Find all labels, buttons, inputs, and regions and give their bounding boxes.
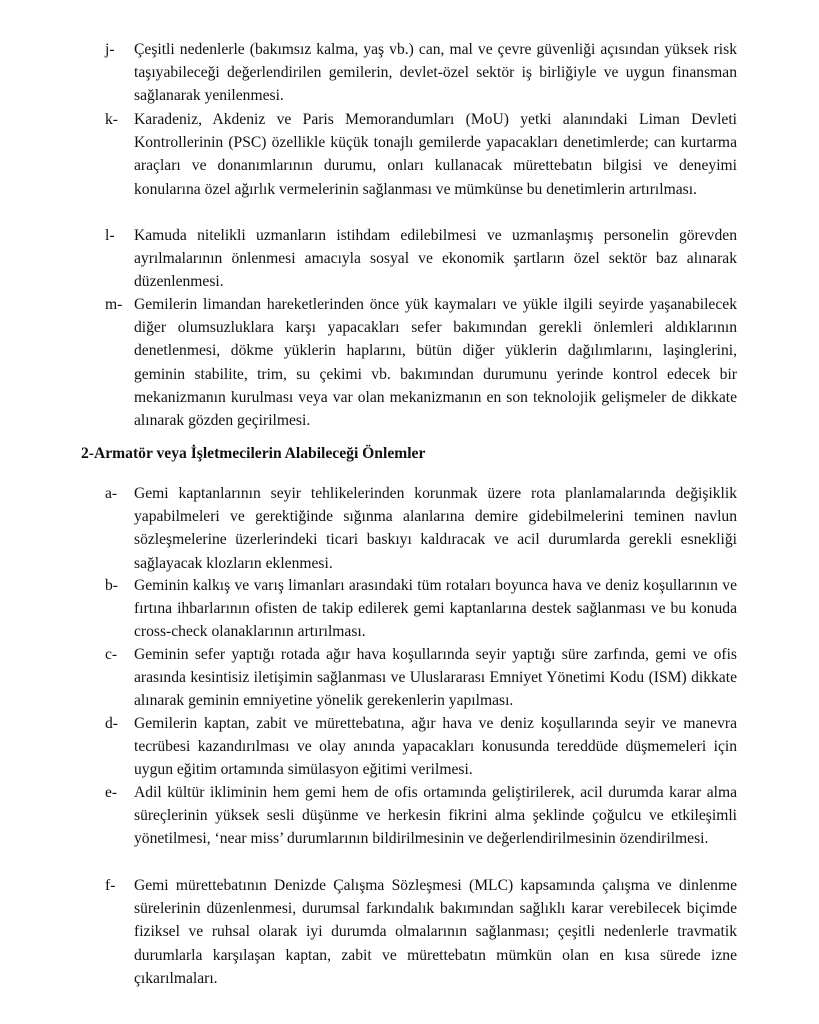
list-item-text: Adil kültür ikliminin hem gemi hem de ofis ortamında geliştirilerek, acil durumda karar alma süreçlerinin yüksek sesli düşünme ve herkesin fikrini alma şeklinde çoğulcu ve etkileşimli yönetilmesi, ‘near miss’ durumlarının bildirilmesinin ve değerlendirilmesinin özendirilmesi. bbox=[134, 784, 737, 848]
list-marker: a- bbox=[105, 485, 118, 502]
list-marker: c- bbox=[105, 646, 118, 663]
list-item-l bbox=[105, 224, 737, 294]
list-marker: b- bbox=[105, 577, 118, 594]
list-marker: m- bbox=[105, 296, 123, 313]
list-marker: j- bbox=[105, 41, 115, 58]
list-marker: f- bbox=[105, 877, 116, 894]
list-item-f bbox=[105, 874, 737, 990]
list-item-text: Gemi mürettebatının Denizde Çalışma Sözleşmesi (MLC) kapsamında çalışma ve dinlenme sürelerinin düzenlenmesi, durumsal farkındalık bakımından sağlıklı karar verebilecek biçimde fiziksel ve ruhsal olarak iyi durumda olmalarının sağlanması; çeşitli nedenlerle travmatik durumlarla karşılaşan kaptan, zabit ve mürettebatın mümkün olan en kısa sürede izne çıkarılmaları. bbox=[134, 877, 737, 987]
list-marker: d- bbox=[105, 715, 118, 732]
list-item-text: Gemi kaptanlarının seyir tehlikelerinden korunmak üzere rota planlamalarında değişiklik yapabilmeleri ve gerektiğinde sığınma alanlarına demire gidebilmelerini teminen navlun sözleşmelerine üzerlerindeki ticari baskıyı kaldıracak ve acil durumlarda gerekli esnekliği sağlayacak klozların eklenmesi. bbox=[134, 485, 737, 572]
list-item-a bbox=[105, 482, 737, 575]
list-item-c bbox=[105, 643, 737, 713]
list-item-text: Gemilerin kaptan, zabit ve mürettebatına, ağır hava ve deniz koşullarında seyir ve manevra tecrübesi kazandırılması ve olay anında yapacakları konusunda tereddüde düşmemeleri için uygun eğitim ortamında simülasyon eğitimi verilmesi. bbox=[134, 715, 737, 779]
list-item-text: Karadeniz, Akdeniz ve Paris Memorandumları (MoU) yetki alanındaki Liman Devleti Kontrollerinin (PSC) özellikle küçük tonajlı gemilerde yapacakları denetimlerde; can kurtarma araçları ve donanımlarının durumu, onları kullanacak mürettebatın bilgisi ve deneyimi konularına özel ağırlık vermelerinin sağlanması ve mümkünse bu denetimlerin artırılması. bbox=[134, 111, 737, 198]
list-item-text: Gemilerin limandan hareketlerinden önce yük kaymaları ve yükle ilgili seyirde yaşanabilecek diğer olumsuzluklara karşı yapacakları sefer bakımından gerekli önlemleri aldıklarının denetlenmesi, dökme yüklerin haplarını, bütün diğer yüklerin dağılımlarını, laşinglerini, geminin stabilite, trim, su çekimi vb. bakımından durumunu yerinde kontrol edecek bir mekanizmanın kurulması veya var olan mekanizmanın en son teknolojik gelişmeler de dikkate alınarak gözden geçirilmesi. bbox=[134, 296, 737, 430]
list-marker: l- bbox=[105, 227, 115, 244]
list-item-text: Geminin kalkış ve varış limanları arasındaki tüm rotaları boyunca hava ve deniz koşullarının ve fırtına ihbarlarının ofisten de takip edilerek gemi kaptanlarına destek sağlanması ve bu konuda cross-check olanaklarının artırılması. bbox=[134, 577, 737, 641]
list-item-e bbox=[105, 781, 737, 851]
list-item-text: Kamuda nitelikli uzmanların istihdam edilebilmesi ve uzmanlaşmış personelin görevden ayrılmalarının önlenmesi amacıyla sosyal ve ekonomik şartların özel sektör baz alınarak düzenlenmesi. bbox=[134, 227, 737, 291]
list-item-d bbox=[105, 712, 737, 782]
list-marker: k- bbox=[105, 111, 118, 128]
list-item-k bbox=[105, 108, 737, 201]
list-item-j bbox=[105, 38, 737, 108]
list-item-m bbox=[105, 293, 737, 432]
list-item-b bbox=[105, 574, 737, 644]
list-item-text: Geminin sefer yaptığı rotada ağır hava koşullarında seyir yaptığı süre zarfında, gemi ve ofis arasında kesintisiz iletişimin sağlanması ve Uluslararası Emniyet Yönetimi Kodu (ISM) dikkate alınarak geminin emniyetine yönelik gerekenlerin yapılması. bbox=[134, 646, 737, 710]
section-heading: 2-Armatör veya İşletmecilerin Alabileceği Önlemler bbox=[81, 445, 426, 462]
list-item-text: Çeşitli nedenlerle (bakımsız kalma, yaş vb.) can, mal ve çevre güvenliği açısından yüksek risk taşıyabileceği değerlendirilen gemilerin, devlet-özel sektör iş birliğiyle ve uygun finansman sağlanarak yenilenmesi. bbox=[134, 41, 737, 105]
list-marker: e- bbox=[105, 784, 118, 801]
